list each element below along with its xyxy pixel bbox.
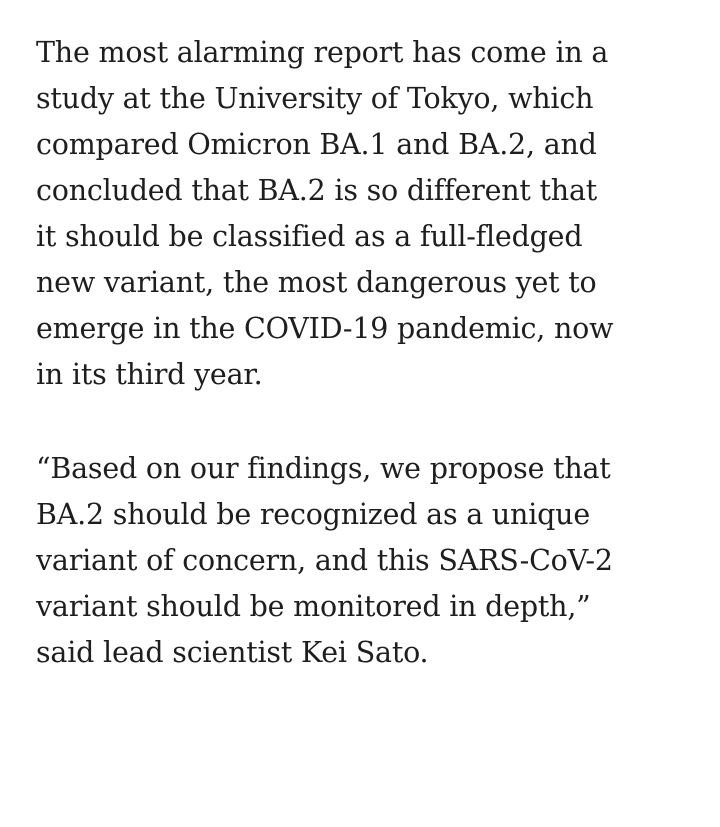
paragraph-1: [36, 30, 696, 398]
text-line: in its third year.: [36, 358, 263, 391]
text-line: new variant, the most dangerous yet to: [36, 266, 597, 299]
text-line: said lead scientist Kei Sato.: [36, 636, 429, 669]
text-line: BA.2 should be recognized as a unique: [36, 498, 590, 531]
paragraph-spacer: [36, 398, 696, 446]
text-line: study at the University of Tokyo, which: [36, 82, 594, 115]
article-body: [36, 30, 696, 676]
text-line: variant of concern, and this SARS-CoV-2: [36, 544, 613, 577]
text-line: variant should be monitored in depth,”: [36, 590, 591, 623]
paragraph-2: [36, 446, 696, 676]
text-line: compared Omicron BA.1 and BA.2, and: [36, 128, 597, 161]
text-line: it should be classified as a full-fledged: [36, 220, 583, 253]
text-line: emerge in the COVID-19 pandemic, now: [36, 312, 614, 345]
text-line: concluded that BA.2 is so different that: [36, 174, 597, 207]
text-line: The most alarming report has come in a: [36, 36, 609, 69]
text-line: “Based on our findings, we propose that: [36, 452, 611, 485]
